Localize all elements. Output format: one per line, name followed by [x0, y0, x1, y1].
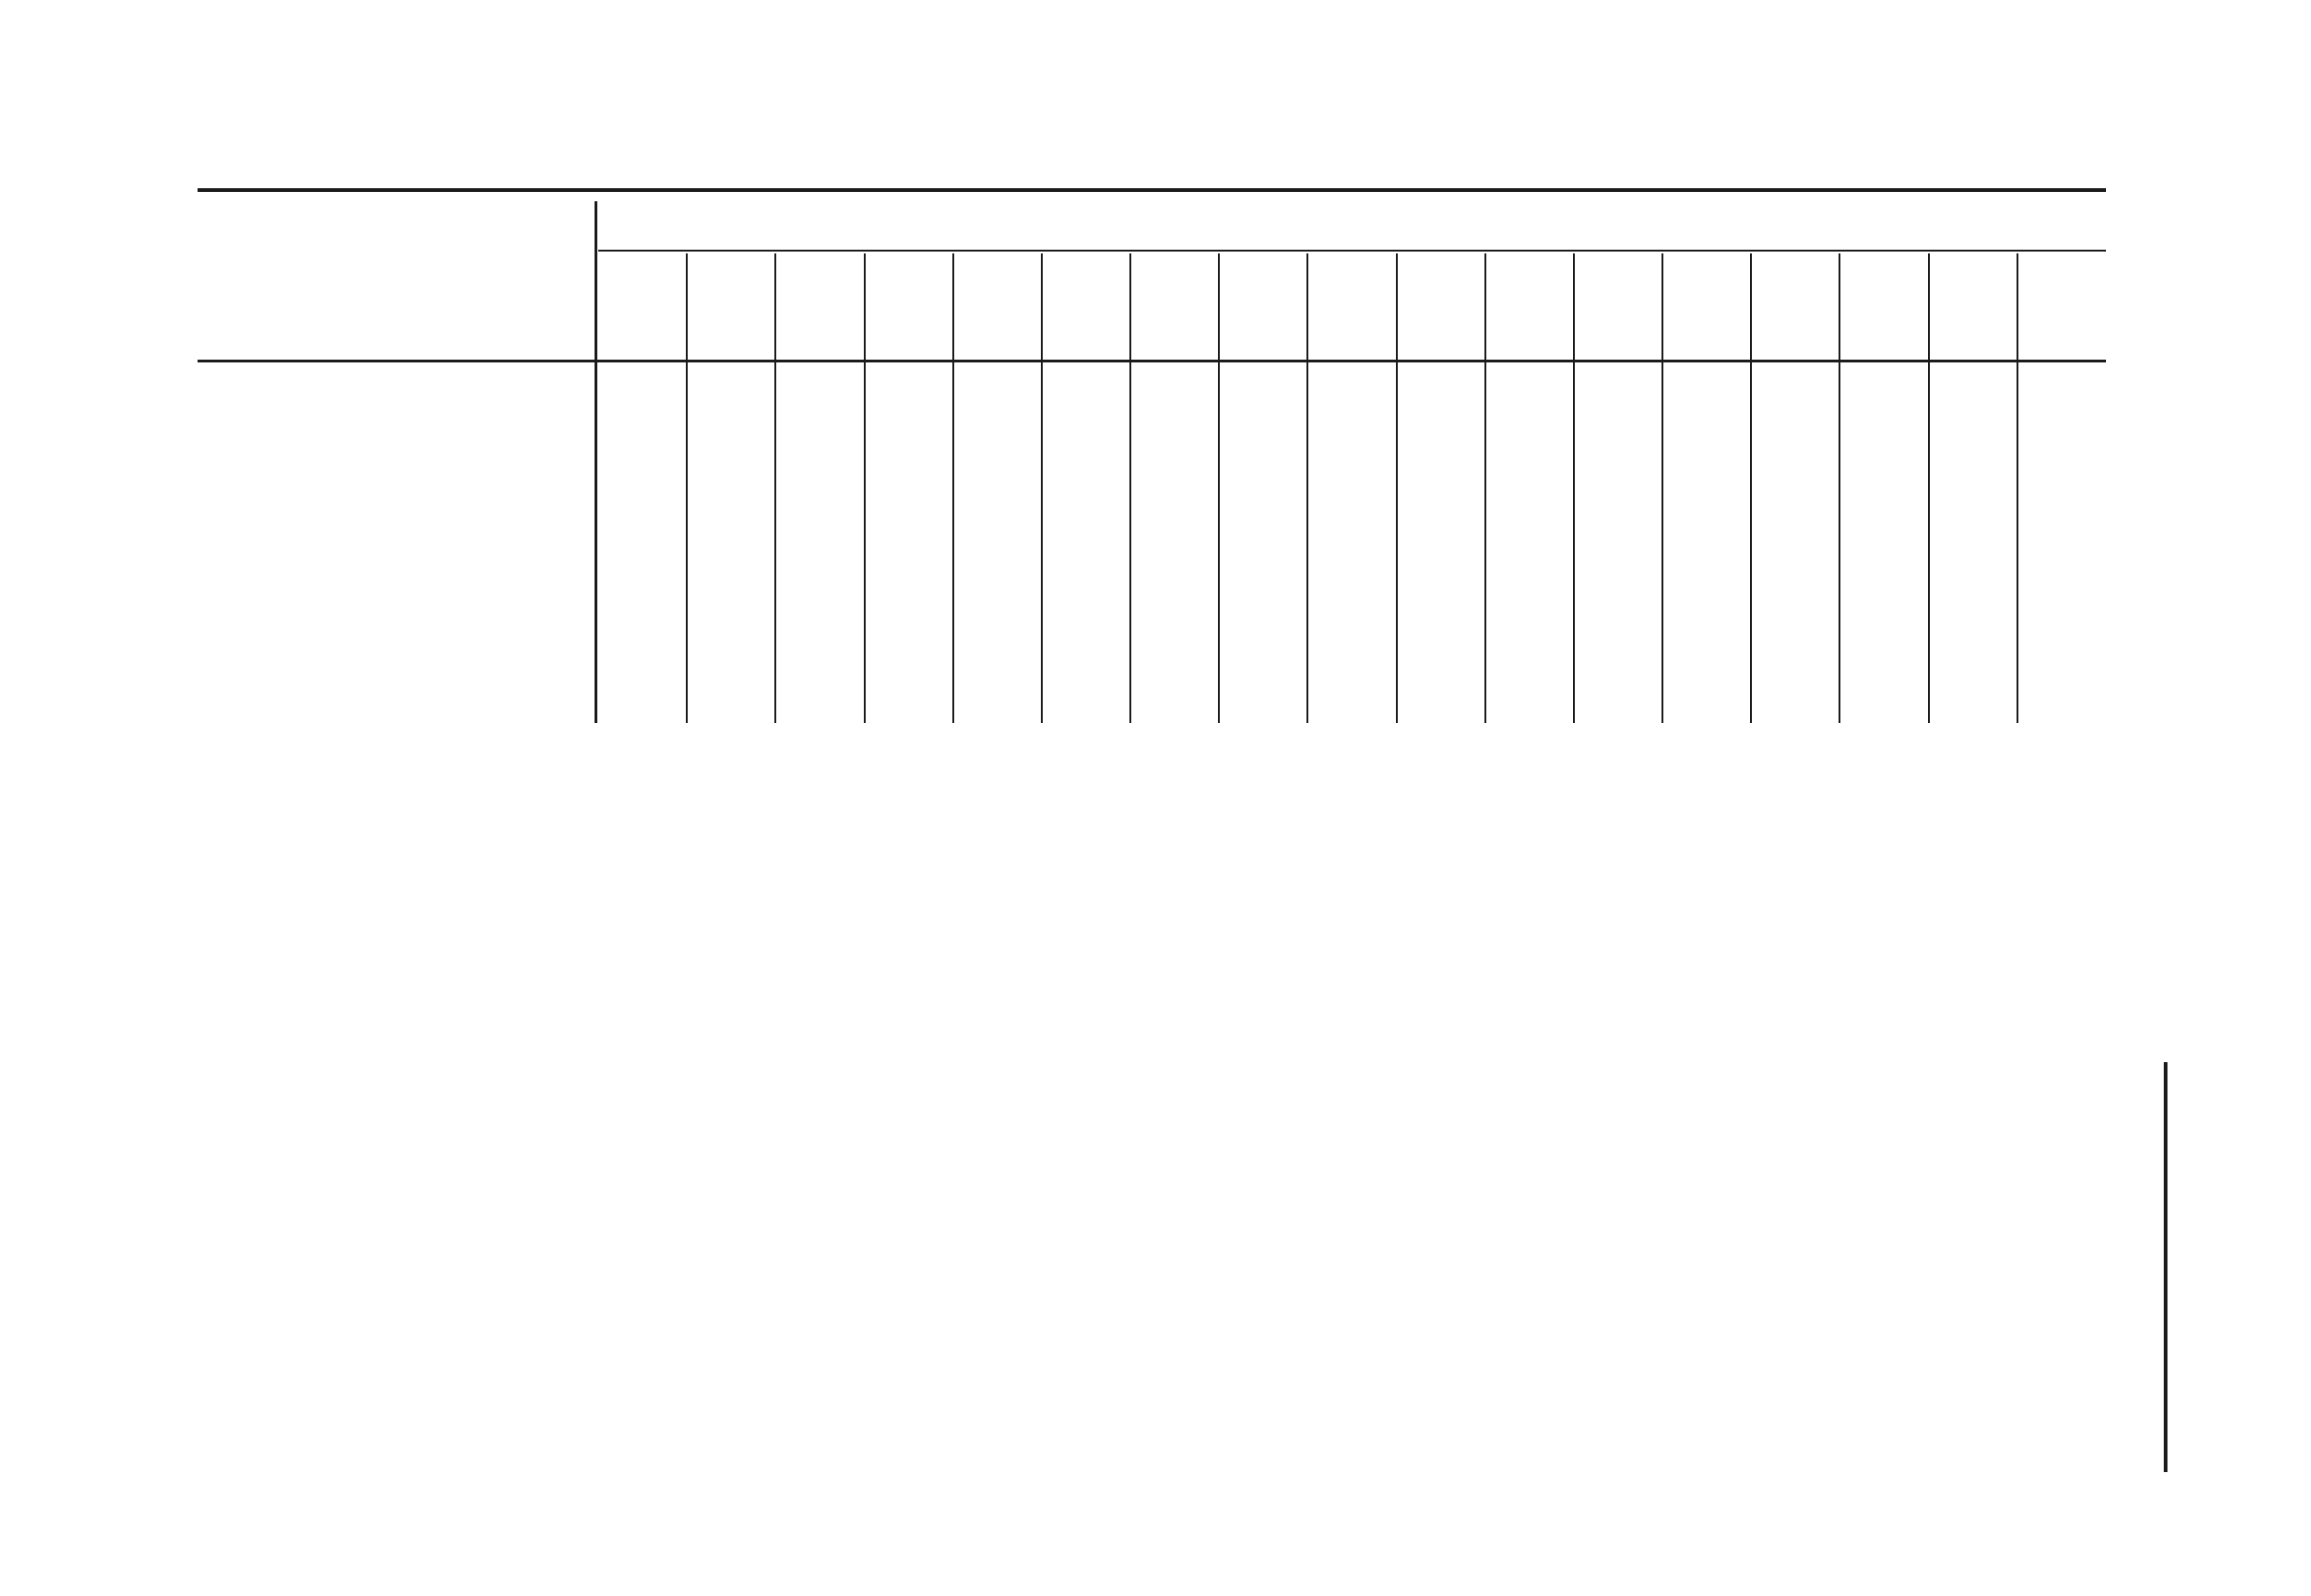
table-cell: [1130, 460, 1219, 496]
column-header: [953, 261, 1042, 360]
column-header: [1130, 261, 1219, 360]
table-cell: [1839, 564, 1928, 599]
table-cell: [1130, 564, 1219, 599]
table-cell: [1219, 564, 1307, 599]
table-cell: [1042, 460, 1130, 496]
table-cell: [1042, 667, 1130, 703]
table-cell: [1042, 495, 1130, 530]
table-cell: [1307, 495, 1396, 530]
table-cell: [687, 460, 775, 496]
table-cell: [1219, 391, 1307, 427]
table-cell: [2017, 564, 2106, 599]
table-cell: [1751, 460, 1839, 496]
table-cell: [1662, 564, 1751, 599]
table-top-rule: [198, 188, 2106, 192]
table-cell: [1307, 564, 1396, 599]
page-footer-vertical: [2164, 1062, 2205, 1472]
table-cell: [2017, 667, 2106, 703]
table-cell: [1839, 667, 1928, 703]
table-cell: [1751, 391, 1839, 427]
table-cell: [1662, 460, 1751, 496]
table-cell: [598, 529, 687, 565]
table-cell: [1397, 460, 1485, 496]
table-cell: [1397, 495, 1485, 530]
table-cell: [865, 564, 953, 599]
column-header: [1307, 261, 1396, 360]
table-cell: [687, 391, 775, 427]
table-cell: [1307, 529, 1396, 565]
table-cell: [1574, 529, 1662, 565]
table-cell: [1662, 391, 1751, 427]
column-header: [1485, 261, 1574, 360]
table-cell: [1397, 529, 1485, 565]
table-cell: [1929, 391, 2017, 427]
table-cell: [1042, 564, 1130, 599]
names-column-separator: [595, 201, 597, 723]
table-cell: [1219, 495, 1307, 530]
table-cell: [1839, 460, 1928, 496]
column-header: [1042, 261, 1130, 360]
table-cell: [1130, 529, 1219, 565]
table-cell: [1929, 529, 2017, 565]
table-cell: [687, 495, 775, 530]
table-cell: [2017, 529, 2106, 565]
table-cell: [1929, 495, 2017, 530]
table-cell: [2017, 460, 2106, 496]
table-cell: [775, 391, 864, 427]
table-cell: [953, 495, 1042, 530]
table-cell: [687, 564, 775, 599]
table-cell: [2017, 391, 2106, 427]
table-cell: [775, 495, 864, 530]
table-cell: [1662, 495, 1751, 530]
table-cell: [598, 667, 687, 703]
table-cell: [1839, 529, 1928, 565]
table-cell: [865, 667, 953, 703]
table-cell: [1130, 667, 1219, 703]
footer-rule: [2164, 1062, 2167, 1472]
column-header: [1574, 261, 1662, 360]
table-cell: [953, 667, 1042, 703]
table-cell: [598, 391, 687, 427]
table-cell: [1397, 564, 1485, 599]
table-cell: [775, 529, 864, 565]
table-cell: [1130, 391, 1219, 427]
table-cell: [1751, 529, 1839, 565]
table-cell: [953, 460, 1042, 496]
table-cell: [1307, 391, 1396, 427]
column-header: [598, 261, 687, 360]
table-cell: [687, 529, 775, 565]
table-cell: [1397, 667, 1485, 703]
table-cell: [1574, 667, 1662, 703]
table-cell: [1929, 460, 2017, 496]
table-cell: [865, 495, 953, 530]
table-cell: [687, 667, 775, 703]
table-cell: [865, 391, 953, 427]
table-cell: [953, 391, 1042, 427]
table-cell: [1485, 564, 1574, 599]
column-header: [775, 261, 864, 360]
column-header: [687, 261, 775, 360]
table-cell: [1219, 667, 1307, 703]
table-cell: [1130, 495, 1219, 530]
table-cell: [1485, 667, 1574, 703]
table-cell: [1485, 495, 1574, 530]
table-cell: [2017, 495, 2106, 530]
table-cell: [953, 529, 1042, 565]
table-cell: [598, 564, 687, 599]
table-cell: [1219, 529, 1307, 565]
table-cell: [1662, 529, 1751, 565]
table-cell: [1839, 391, 1928, 427]
table-cell: [775, 460, 864, 496]
table-cell: [1485, 460, 1574, 496]
table-cell: [775, 564, 864, 599]
table-cell: [1042, 391, 1130, 427]
table-cell: [953, 564, 1042, 599]
instrument-set-table: [198, 188, 2106, 729]
table-cell: [1751, 564, 1839, 599]
table-cell: [1397, 391, 1485, 427]
table-cell: [1751, 495, 1839, 530]
table-cell: [1307, 460, 1396, 496]
table-cell: [1839, 495, 1928, 530]
column-header: [1219, 261, 1307, 360]
table-cell: [598, 495, 687, 530]
table-cell: [865, 529, 953, 565]
table-cell: [1574, 391, 1662, 427]
table-cell: [865, 460, 953, 496]
table-cell: [1574, 564, 1662, 599]
table-cell: [1662, 667, 1751, 703]
table-cell: [598, 460, 687, 496]
column-header: [1397, 261, 1485, 360]
header-bottom-rule: [198, 360, 2106, 362]
table-cell: [1307, 667, 1396, 703]
group-header-rule: [598, 250, 2106, 252]
table-cell: [1929, 667, 2017, 703]
table-cell: [1042, 529, 1130, 565]
column-header: [1751, 261, 1839, 360]
table-cell: [1219, 460, 1307, 496]
table-cell: [1485, 391, 1574, 427]
table-cell: [1574, 495, 1662, 530]
table-cell: [1751, 667, 1839, 703]
table-cell: [1485, 529, 1574, 565]
column-header: [1839, 261, 1928, 360]
table-cell: [775, 667, 864, 703]
column-header: [1929, 261, 2017, 360]
table-cell: [1929, 564, 2017, 599]
column-header: [865, 261, 953, 360]
column-header: [2017, 261, 2106, 360]
column-header: [1662, 261, 1751, 360]
table-cell: [1574, 460, 1662, 496]
